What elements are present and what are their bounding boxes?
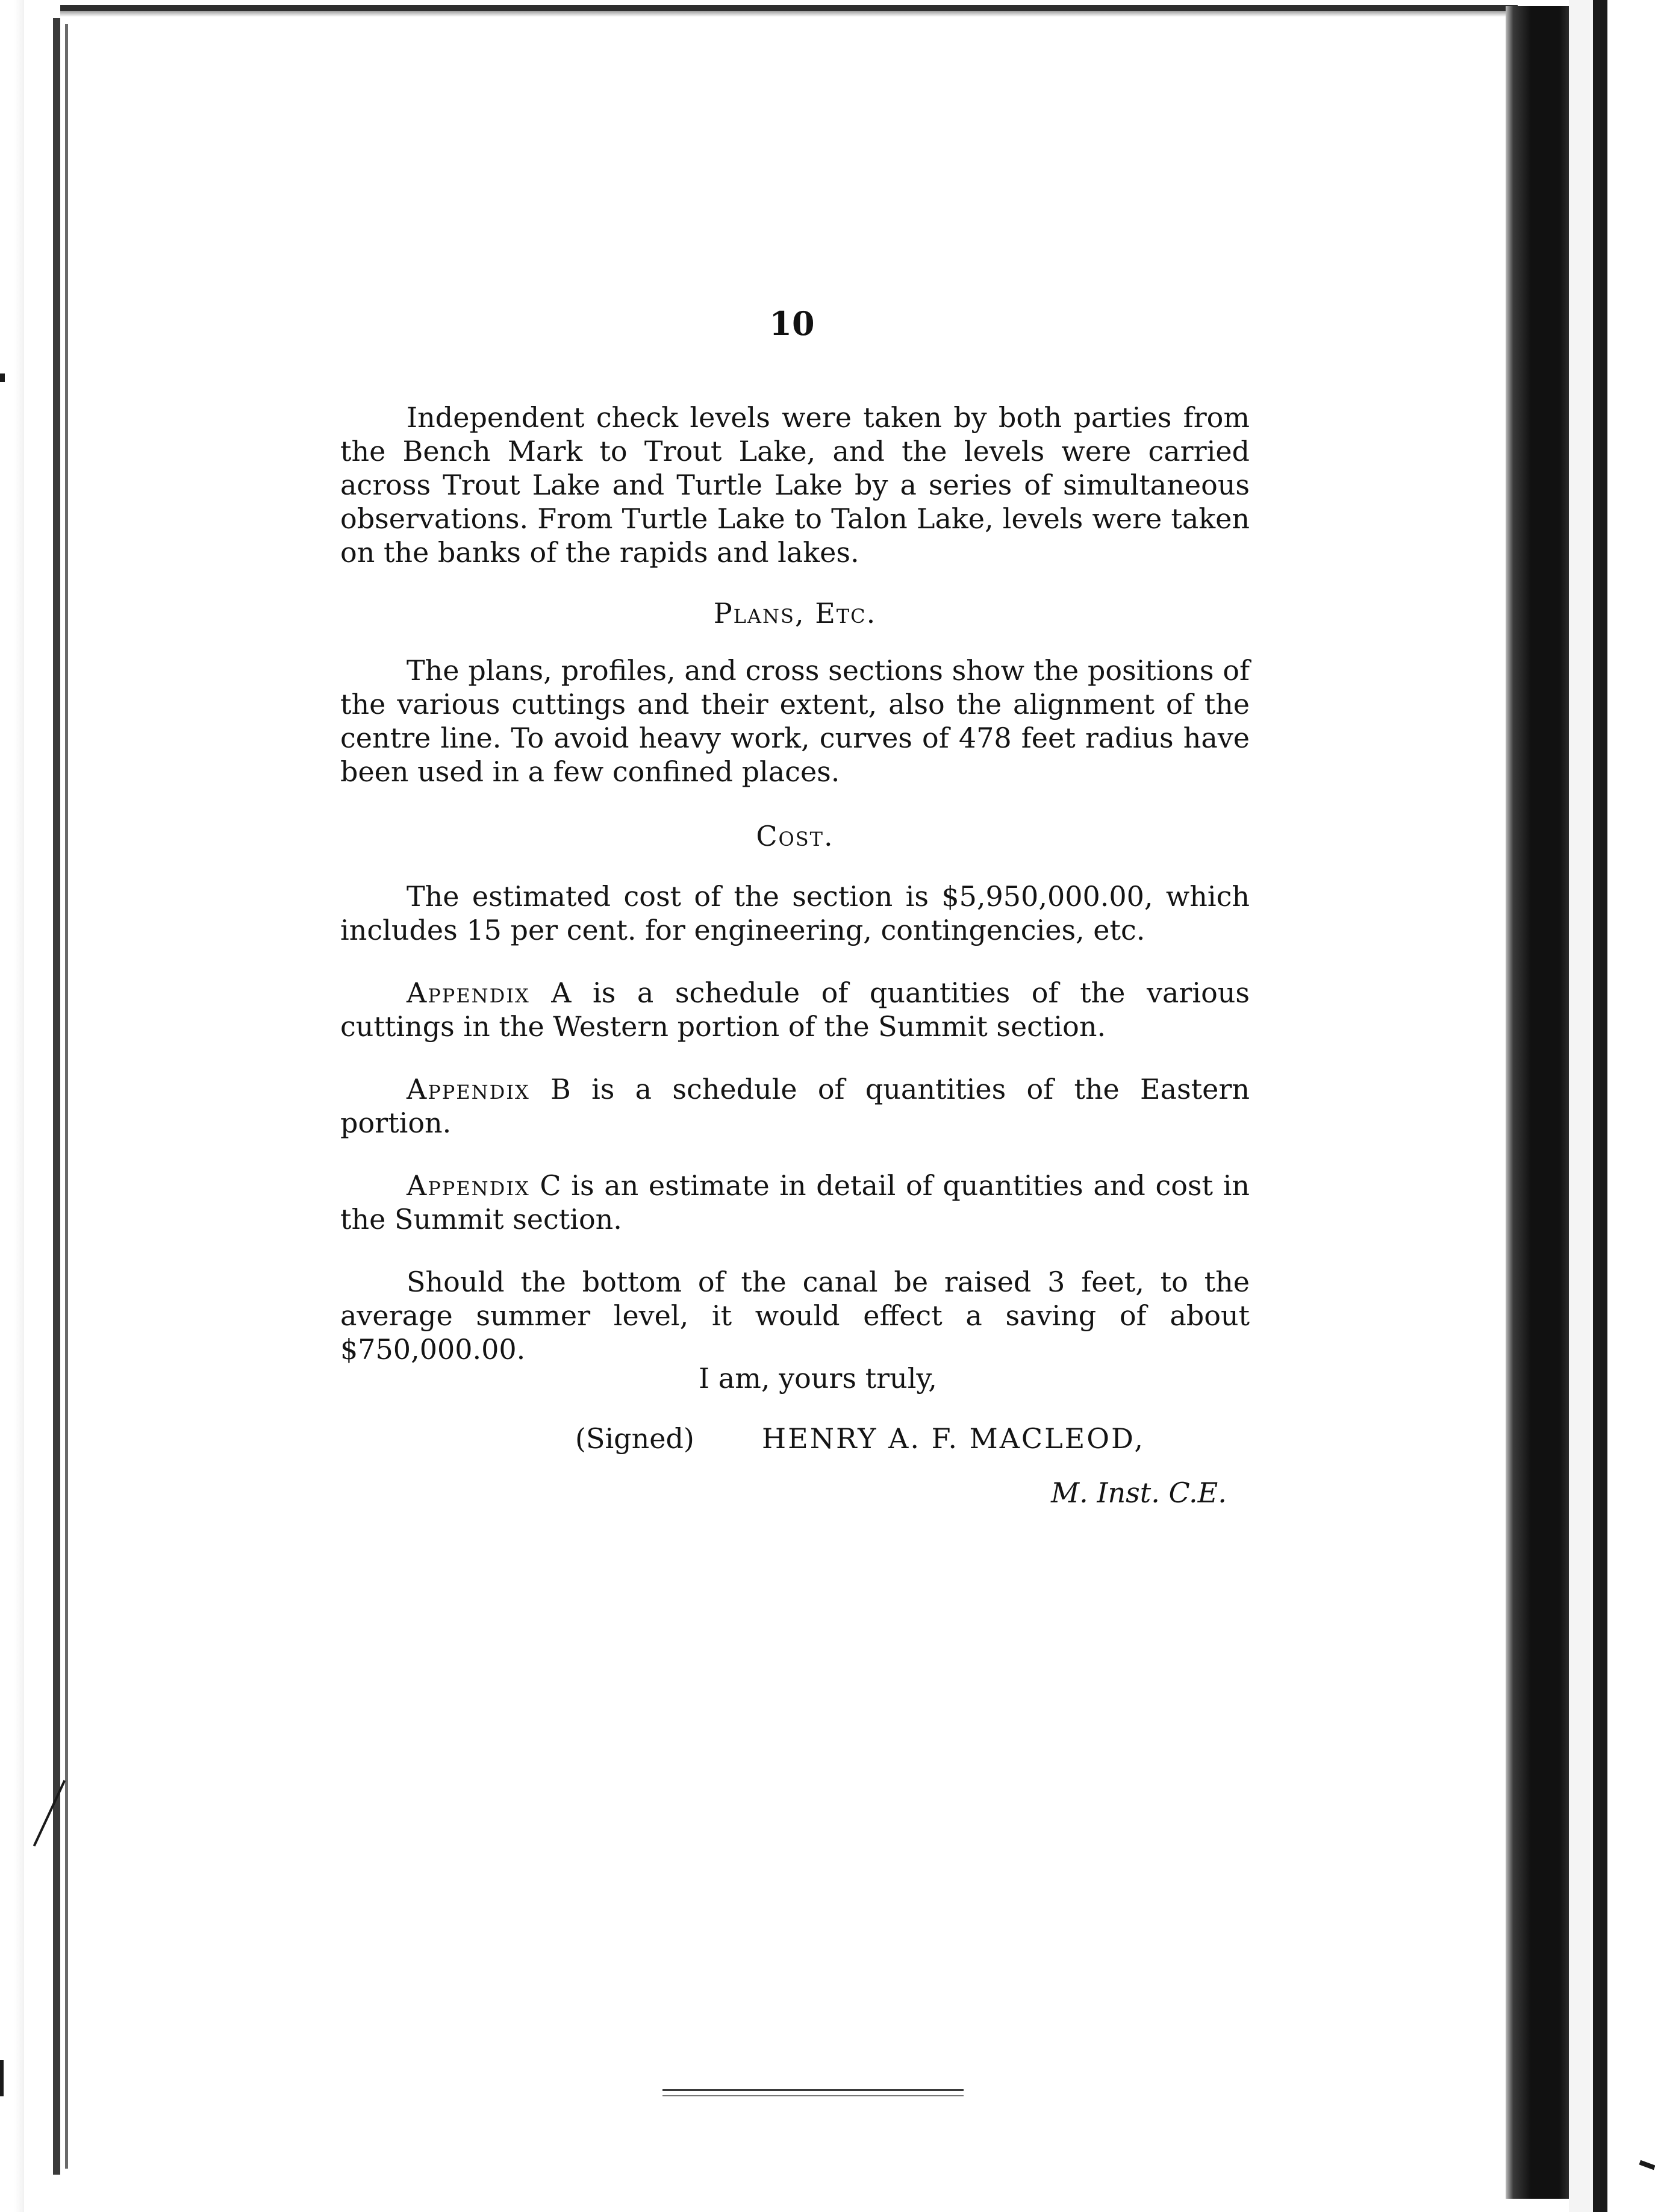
appendix-c-text: C is an estimate in detail of quantities and cost in the Summit section.: [340, 1169, 1250, 1236]
appendix-b-label: Appendix: [407, 1073, 530, 1105]
binding-edge-line-inner: [65, 24, 68, 2169]
paragraph-appendix-c: [340, 1169, 1250, 1236]
section-heading-cost: Cost.: [756, 820, 834, 852]
spine-outer-edge: [1593, 0, 1607, 2212]
appendix-b-text: B is a schedule of quantities of the Eastern portion.: [340, 1073, 1250, 1139]
spine-gap: [1569, 0, 1593, 2212]
scan-speck: [0, 373, 5, 382]
binding-shadow: [0, 0, 24, 2212]
paragraph-appendix-a: [340, 976, 1250, 1043]
top-border-shadow: [60, 11, 1518, 17]
end-rule-second: [662, 2095, 964, 2096]
appendix-a-text: A is a schedule of quantities of the various cuttings in the Western portion of the Summit section.: [340, 976, 1250, 1043]
scan-speck: [0, 2060, 4, 2096]
top-border-line: [60, 5, 1518, 11]
signature-line: [575, 1422, 1298, 1455]
closing-salutation: I am, yours truly,: [699, 1362, 937, 1395]
paragraph-appendix-b: [340, 1072, 1250, 1140]
signed-label: (Signed): [575, 1422, 694, 1455]
binding-edge-line: [53, 18, 60, 2175]
scan-speck: [33, 1780, 66, 1846]
section-heading-plans: Plans, Etc.: [713, 597, 877, 630]
paragraph-estimated-cost: The estimated cost of the section is $5,950,000.00, which includes 15 per cent. for engineering, contingencies, etc.: [340, 880, 1250, 946]
book-spine: [1506, 6, 1569, 2199]
paragraph-levels: Independent check levels were taken by both parties from the Bench Mark to Trout Lake, and the levels were carried across Trout Lake and Turtle Lake by a series of simultaneous observations. From Turtle Lake to Talon Lake, levels were taken on the banks of the rapids and lakes.: [340, 401, 1250, 569]
page-number: 10: [769, 304, 815, 343]
appendix-a-label: Appendix: [407, 976, 530, 1009]
paragraph-saving: Should the bottom of the canal be raised 3 feet, to the average summer level, it would effect a saving of about $750,000.00.: [340, 1266, 1250, 1366]
signatory-credential: M. Inst. C.E.: [1051, 1476, 1227, 1509]
paragraph-plans: The plans, profiles, and cross sections show the positions of the various cuttings and their extent, also the alignment of the centre line. To avoid heavy work, curves of 478 feet radius have been used in a few confined places.: [340, 654, 1250, 788]
end-rule: [662, 2089, 964, 2091]
scan-margin-right: [1607, 0, 1655, 2212]
signatory-name: HENRY A. F. MACLEOD,: [762, 1422, 1145, 1455]
appendix-c-label: Appendix: [407, 1169, 530, 1202]
